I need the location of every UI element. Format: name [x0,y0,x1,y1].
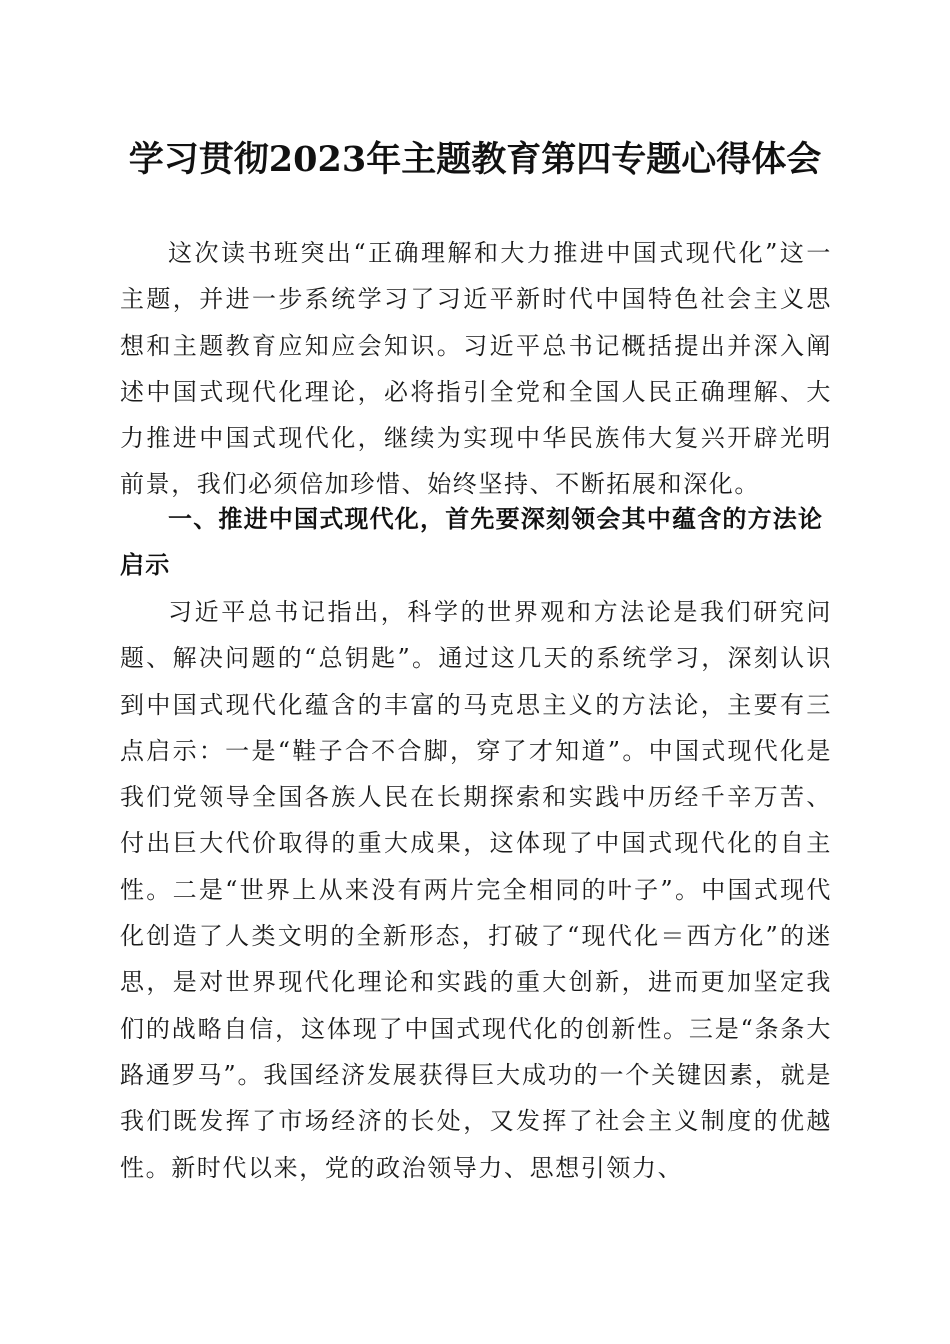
section-heading-1: 一、推进中国式现代化，首先要深刻领会其中蕴含的方法论启示 [120,505,824,579]
document-title: 学习贯彻2023年主题教育第四专题心得体会 [128,139,822,180]
paragraph-methodology: 习近平总书记指出，科学的世界观和方法论是我们研究问题、解决问题的“总钥匙”。通过这几天的系统学习，深刻认识到中国式现代化蕴含的丰富的马克思主义的方法论，主要有三点启示：一是“鞋子合不合脚，穿了才知道”。中国式现代化是我们党领导全国各族人民在长期探索和实践中历经千辛万苦、付出巨大代价取得的重大成果，这体现了中国式现代化的自主性。二是“世界上从来没有两片完全相同的叶子”。中国式现代化创造了人类文明的全新形态，打破了“现代化＝西方化”的迷思，是对世界现代化理论和实践的重大创新，进而更加坚定我们的战略自信，这体现了中国式现代化的创新性。三是“条条大路通罗马”。我国经济发展获得巨大成功的一个关键因素，就是我们既发挥了市场经济的长处，又发挥了社会主义制度的优越性。新时代以来，党的政治领导力、思想引领力、 [120,598,832,1182]
paragraph-intro: 这次读书班突出“正确理解和大力推进中国式现代化”这一主题，并进一步系统学习了习近平新时代中国特色社会主义思想和主题教育应知应会知识。习近平总书记概括提出并深入阐述中国式现代化理论，必将指引全党和全国人民正确理解、大力推进中国式现代化，继续为实现中华民族伟大复兴开辟光明前景，我们必须倍加珍惜、始终坚持、不断拓展和深化。 [120,239,832,499]
